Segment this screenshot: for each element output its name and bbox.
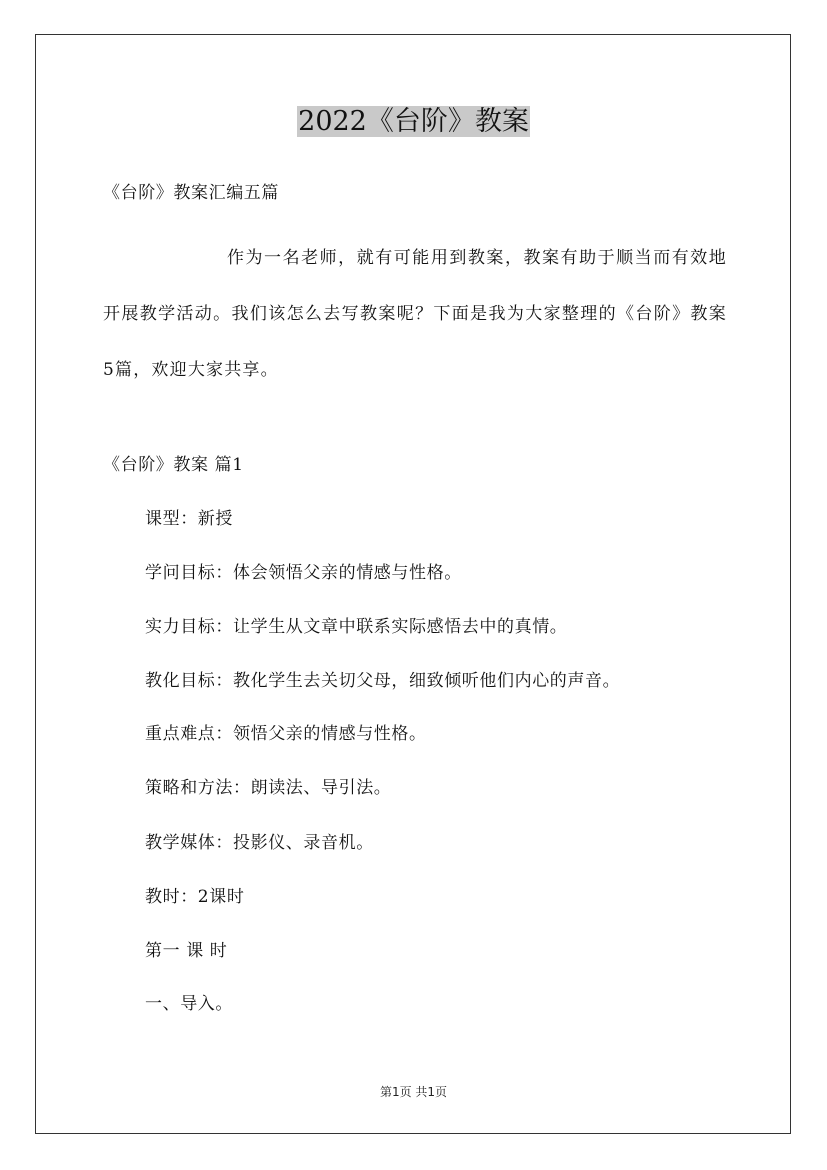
page-footer: 第1页 共1页 [379, 1085, 448, 1099]
list-item: 教学媒体：投影仪、录音机。 [145, 833, 374, 853]
list-item: 一、导入。 [145, 994, 233, 1014]
list-item: 学问目标：体会领悟父亲的情感与性格。 [145, 563, 462, 583]
list-item: 策略和方法：朗读法、导引法。 [145, 778, 392, 798]
list-item: 第一 课 时 [145, 941, 228, 961]
document-title-text: 2022《台阶》教案 [298, 106, 529, 137]
list-item: 课型：新授 [145, 509, 233, 529]
section-heading: 《台阶》教案 篇1 [103, 455, 244, 475]
document-subtitle: 《台阶》教案汇编五篇 [103, 183, 279, 203]
intro-paragraph: 作为一名老师，就有可能用到教案，教案有助于顺当而有效地开展教学活动。我们该怎么去写教案呢？下面是我为大家整理的《台阶》教案5篇，欢迎大家共享。 [103, 248, 727, 380]
list-item: 教化目标：教化学生去关切父母，细致倾听他们内心的声音。 [145, 671, 621, 691]
list-item: 教时：2课时 [145, 887, 245, 907]
document-title [0, 102, 827, 142]
list-item: 重点难点：领悟父亲的情感与性格。 [145, 724, 427, 744]
list-item: 实力目标：让学生从文章中联系实际感悟去中的真情。 [145, 617, 568, 637]
